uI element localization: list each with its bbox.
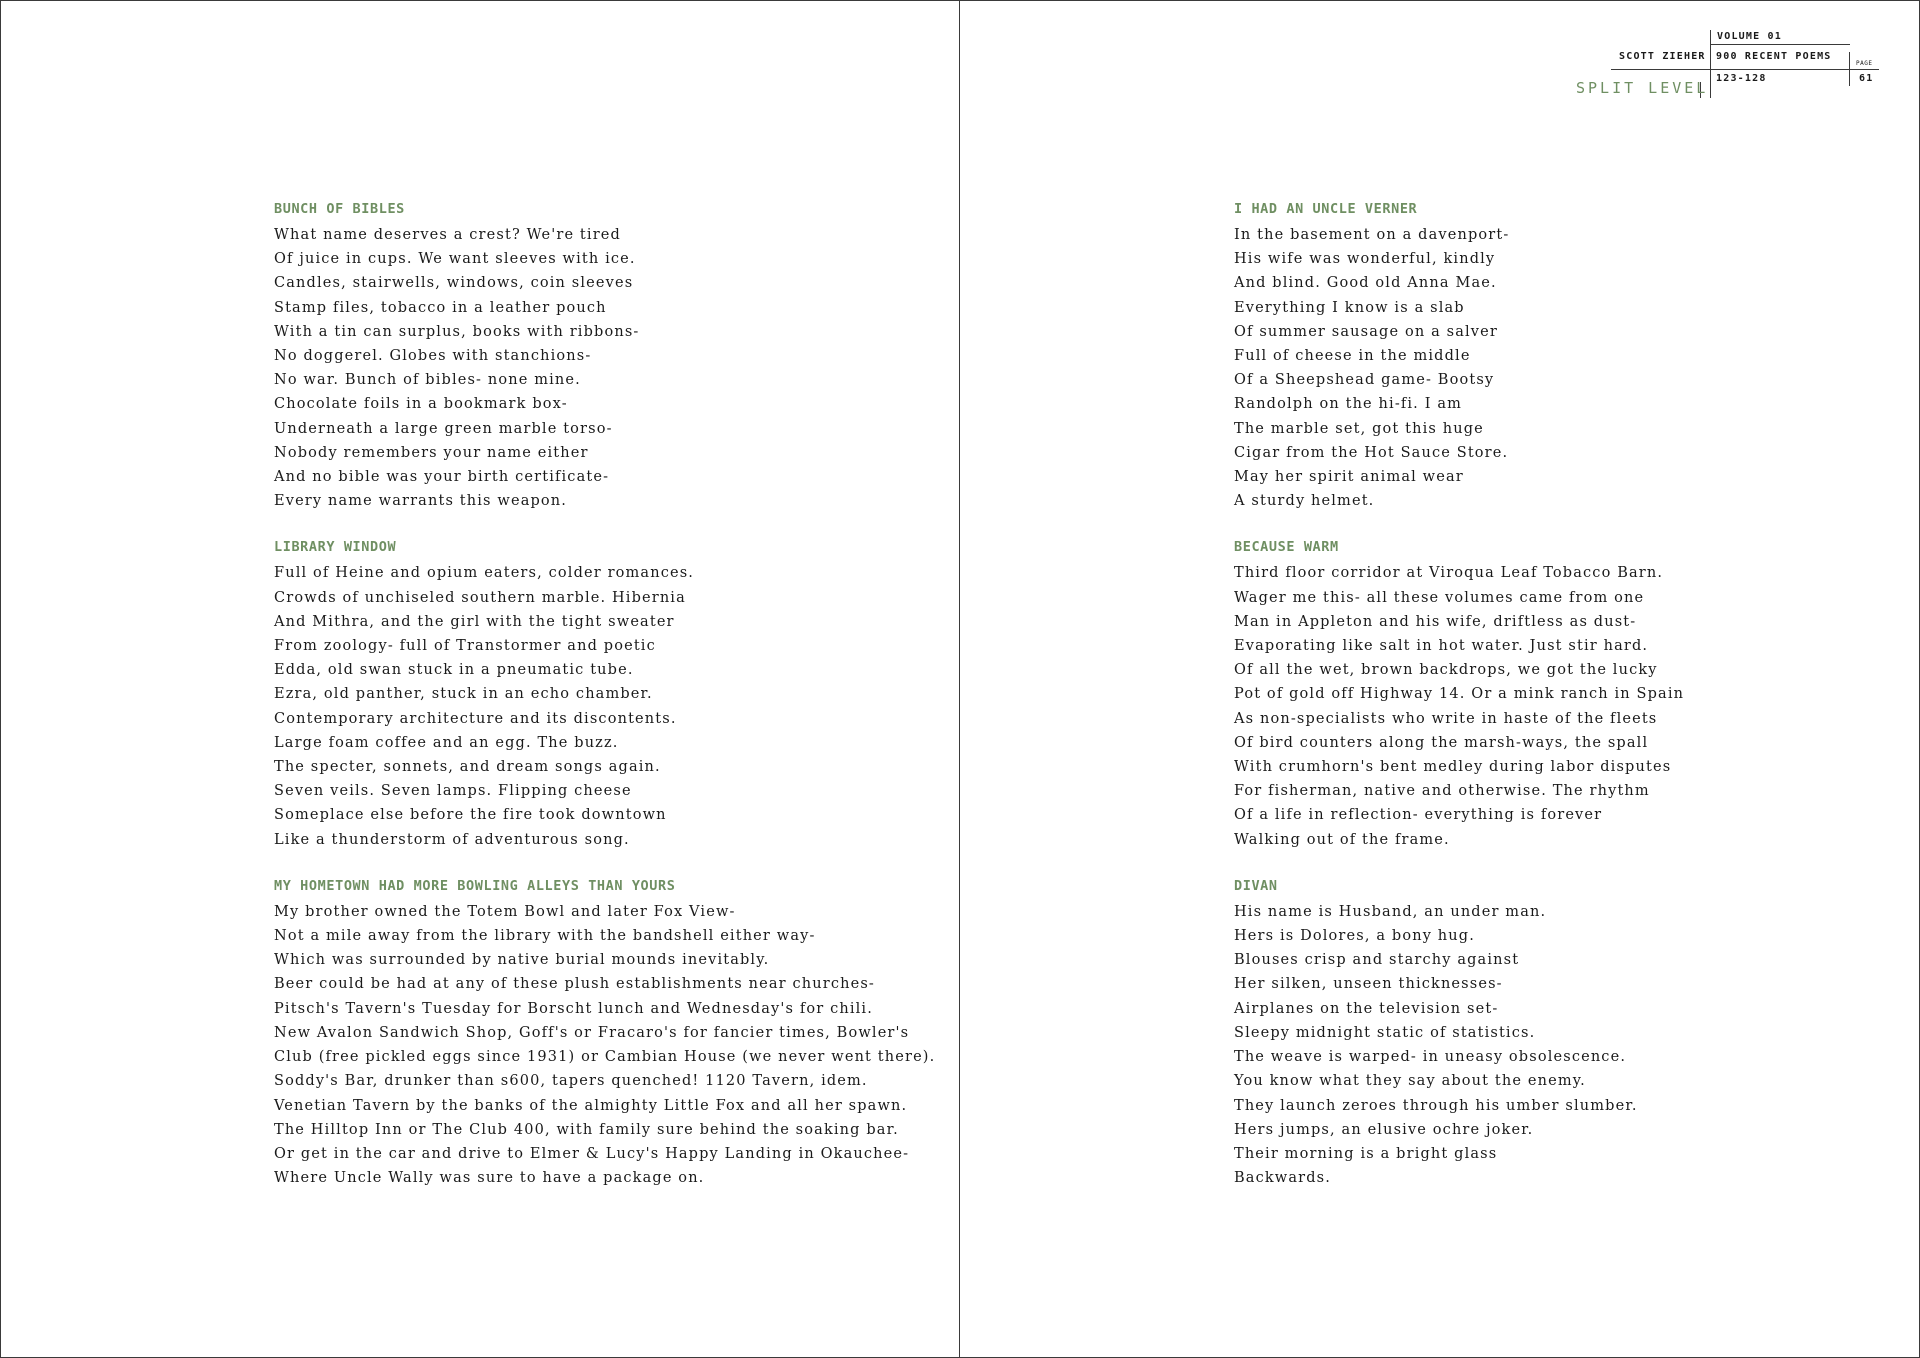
poem-line: Evaporating like salt in hot water. Just stir hard. [1234, 638, 1649, 655]
poem-line: Of all the wet, brown backdrops, we got the lucky [1234, 662, 1658, 679]
poem-line: With a tin can surplus, books with ribbons- [274, 323, 640, 340]
poem [274, 537, 934, 851]
poem-line: Randolph on the hi-fi. I am [1234, 396, 1463, 413]
header-author: SCOTT ZIEHER [1619, 51, 1706, 62]
poem-line: A sturdy helmet. [1234, 493, 1375, 510]
poem [1234, 876, 1894, 1190]
poem-line: Beer could be had at any of these plush establishments near churches- [274, 976, 875, 993]
left-column [274, 199, 934, 1214]
poem-line: Which was surrounded by native burial mounds inevitably. [274, 952, 770, 969]
poem-line: In the basement on a davenport- [1234, 227, 1510, 243]
poem-line: Of a Sheepshead game- Bootsy [1234, 372, 1495, 389]
poem-line: Cigar from the Hot Sauce Store. [1234, 444, 1509, 461]
poem-line: Full of cheese in the middle [1234, 348, 1471, 365]
header-page-number: 61 [1859, 73, 1874, 84]
poem-line: New Avalon Sandwich Shop, Goff's or Fracaro's for fancier times, Bowler's [274, 1024, 910, 1041]
poem-line: Of bird counters along the marsh-ways, the spall [1234, 734, 1649, 751]
poem [274, 199, 934, 513]
poem-line: Contemporary architecture and its discontents. [274, 710, 677, 727]
poem-line: Edda, old swan stuck in a pneumatic tube. [274, 662, 634, 679]
poem-line: Man in Appleton and his wife, driftless as dust- [1234, 613, 1637, 630]
header-volume: VOLUME 01 [1717, 31, 1782, 42]
poem-line: Pot of gold off Highway 14. Or a mink ranch in Spain [1234, 686, 1685, 703]
header-range: 123-128 [1716, 73, 1767, 84]
header-rule-vertical-a [1710, 30, 1711, 98]
poem-line: Soddy's Bar, drunker than s600, tapers quenched! 1120 Tavern, idem. [274, 1073, 868, 1090]
header-page-label: PAGE [1856, 60, 1873, 67]
poem-line: And Mithra, and the girl with the tight sweater [274, 613, 675, 630]
poem-line: And blind. Good old Anna Mae. [1234, 275, 1497, 292]
poem-line: Hers jumps, an elusive ochre joker. [1234, 1121, 1534, 1138]
header-rule-top [1710, 44, 1850, 45]
poem-line: Airplanes on the television set- [1234, 1000, 1499, 1017]
poem-title: I HAD AN UNCLE VERNER [1234, 201, 1418, 217]
poem-line: Like a thunderstorm of adventurous song. [274, 831, 630, 848]
poem-title: DIVAN [1234, 877, 1278, 894]
poem-line: My brother owned the Totem Bowl and later Fox View- [274, 903, 736, 920]
poem-line: From zoology- full of Transtormer and poetic [274, 638, 656, 655]
poem-line: Nobody remembers your name either [274, 444, 589, 461]
poem-line: Wager me this- all these volumes came from one [1234, 589, 1645, 606]
header-book-title: 900 RECENT POEMS [1716, 51, 1832, 62]
poem-line: Underneath a large green marble torso- [274, 420, 613, 437]
poem-line: Stamp files, tobacco in a leather pouch [274, 299, 607, 316]
poem-line: With crumhorn's bent medley during labor disputes [1234, 759, 1672, 776]
poem-line: Every name warrants this weapon. [274, 493, 568, 510]
poem-line: For fisherman, native and otherwise. The rhythm [1234, 783, 1650, 800]
poem-line: Club (free pickled eggs since 1931) or Cambian House (we never went there). [274, 1049, 936, 1066]
poem-line: Of juice in cups. We want sleeves with ice. [274, 251, 636, 268]
poem-line: No war. Bunch of bibles- none mine. [274, 372, 581, 389]
poem [1234, 199, 1894, 513]
poem-title: BECAUSE WARM [1234, 539, 1339, 556]
header-rule-middle [1611, 69, 1879, 70]
poem-line: Hers is Dolores, a bony hug. [1234, 928, 1475, 945]
header-series-title: SPLIT LEVEL [1576, 79, 1709, 97]
poem-line: What name deserves a crest? We're tired [274, 227, 621, 243]
poem-line: Of a life in reflection- everything is forever [1234, 807, 1603, 824]
poem-line: Backwards. [1234, 1170, 1332, 1187]
poem-line: May her spirit animal wear [1234, 469, 1464, 486]
poem-line: His wife was wonderful, kindly [1234, 251, 1496, 268]
poem-title: MY HOMETOWN HAD MORE BOWLING ALLEYS THAN YOURS [274, 877, 676, 894]
poem-line: The weave is warped- in uneasy obsolescence. [1234, 1049, 1627, 1066]
poem-line: Her silken, unseen thicknesses- [1234, 976, 1503, 993]
poem-line: And no bible was your birth certificate- [274, 469, 610, 486]
poem-line: Sleepy midnight static of statistics. [1234, 1024, 1536, 1041]
poem [274, 876, 934, 1190]
poem-line: Blouses crisp and starchy against [1234, 952, 1520, 969]
poem-line: Chocolate foils in a bookmark box- [274, 396, 568, 413]
poem-title: BUNCH OF BIBLES [274, 201, 405, 217]
poem-line: Their morning is a bright glass [1234, 1145, 1498, 1162]
poem-line: Ezra, old panther, stuck in an echo chamber. [274, 686, 653, 703]
poem-line: Not a mile away from the library with the bandshell either way- [274, 928, 816, 945]
poem-line: Where Uncle Wally was sure to have a package on. [274, 1170, 705, 1187]
poem-line: You know what they say about the enemy. [1234, 1073, 1586, 1090]
poem-line: Of summer sausage on a salver [1234, 323, 1498, 340]
poem-line: The Hilltop Inn or The Club 400, with family sure behind the soaking bar. [274, 1121, 899, 1138]
poem-line: Candles, stairwells, windows, coin sleeves [274, 275, 634, 292]
right-column [1234, 199, 1894, 1214]
poem-line: Walking out of the frame. [1234, 831, 1450, 848]
poem-line: As non-specialists who write in haste of the fleets [1234, 710, 1658, 727]
poem-line: The marble set, got this huge [1234, 420, 1484, 437]
poem-line: Large foam coffee and an egg. The buzz. [274, 734, 619, 751]
poem-line: His name is Husband, an under man. [1234, 903, 1547, 920]
poem-title: LIBRARY WINDOW [274, 539, 397, 556]
poem-line: They launch zeroes through his umber slumber. [1234, 1097, 1638, 1114]
header-rule-vertical-b [1849, 52, 1850, 86]
poem [1234, 537, 1894, 851]
poem-line: Seven veils. Seven lamps. Flipping cheese [274, 783, 632, 800]
poem-line: No doggerel. Globes with stanchions- [274, 348, 592, 365]
poem-line: Pitsch's Tavern's Tuesday for Borscht lunch and Wednesday's for chili. [274, 1000, 873, 1017]
poem-line: Venetian Tavern by the banks of the almighty Little Fox and all her spawn. [274, 1097, 908, 1114]
poem-line: The specter, sonnets, and dream songs again. [274, 759, 661, 776]
poem-line: Crowds of unchiseled southern marble. Hibernia [274, 589, 686, 606]
poem-line: Or get in the car and drive to Elmer & Lucy's Happy Landing in Okauchee- [274, 1145, 910, 1162]
poem-line: Someplace else before the fire took downtown [274, 807, 667, 824]
book-spine-divider [959, 0, 960, 1358]
poem-line: Everything I know is a slab [1234, 299, 1465, 316]
poem-line: Third floor corridor at Viroqua Leaf Tobacco Barn. [1234, 565, 1664, 582]
poem-line: Full of Heine and opium eaters, colder romances. [274, 565, 695, 582]
